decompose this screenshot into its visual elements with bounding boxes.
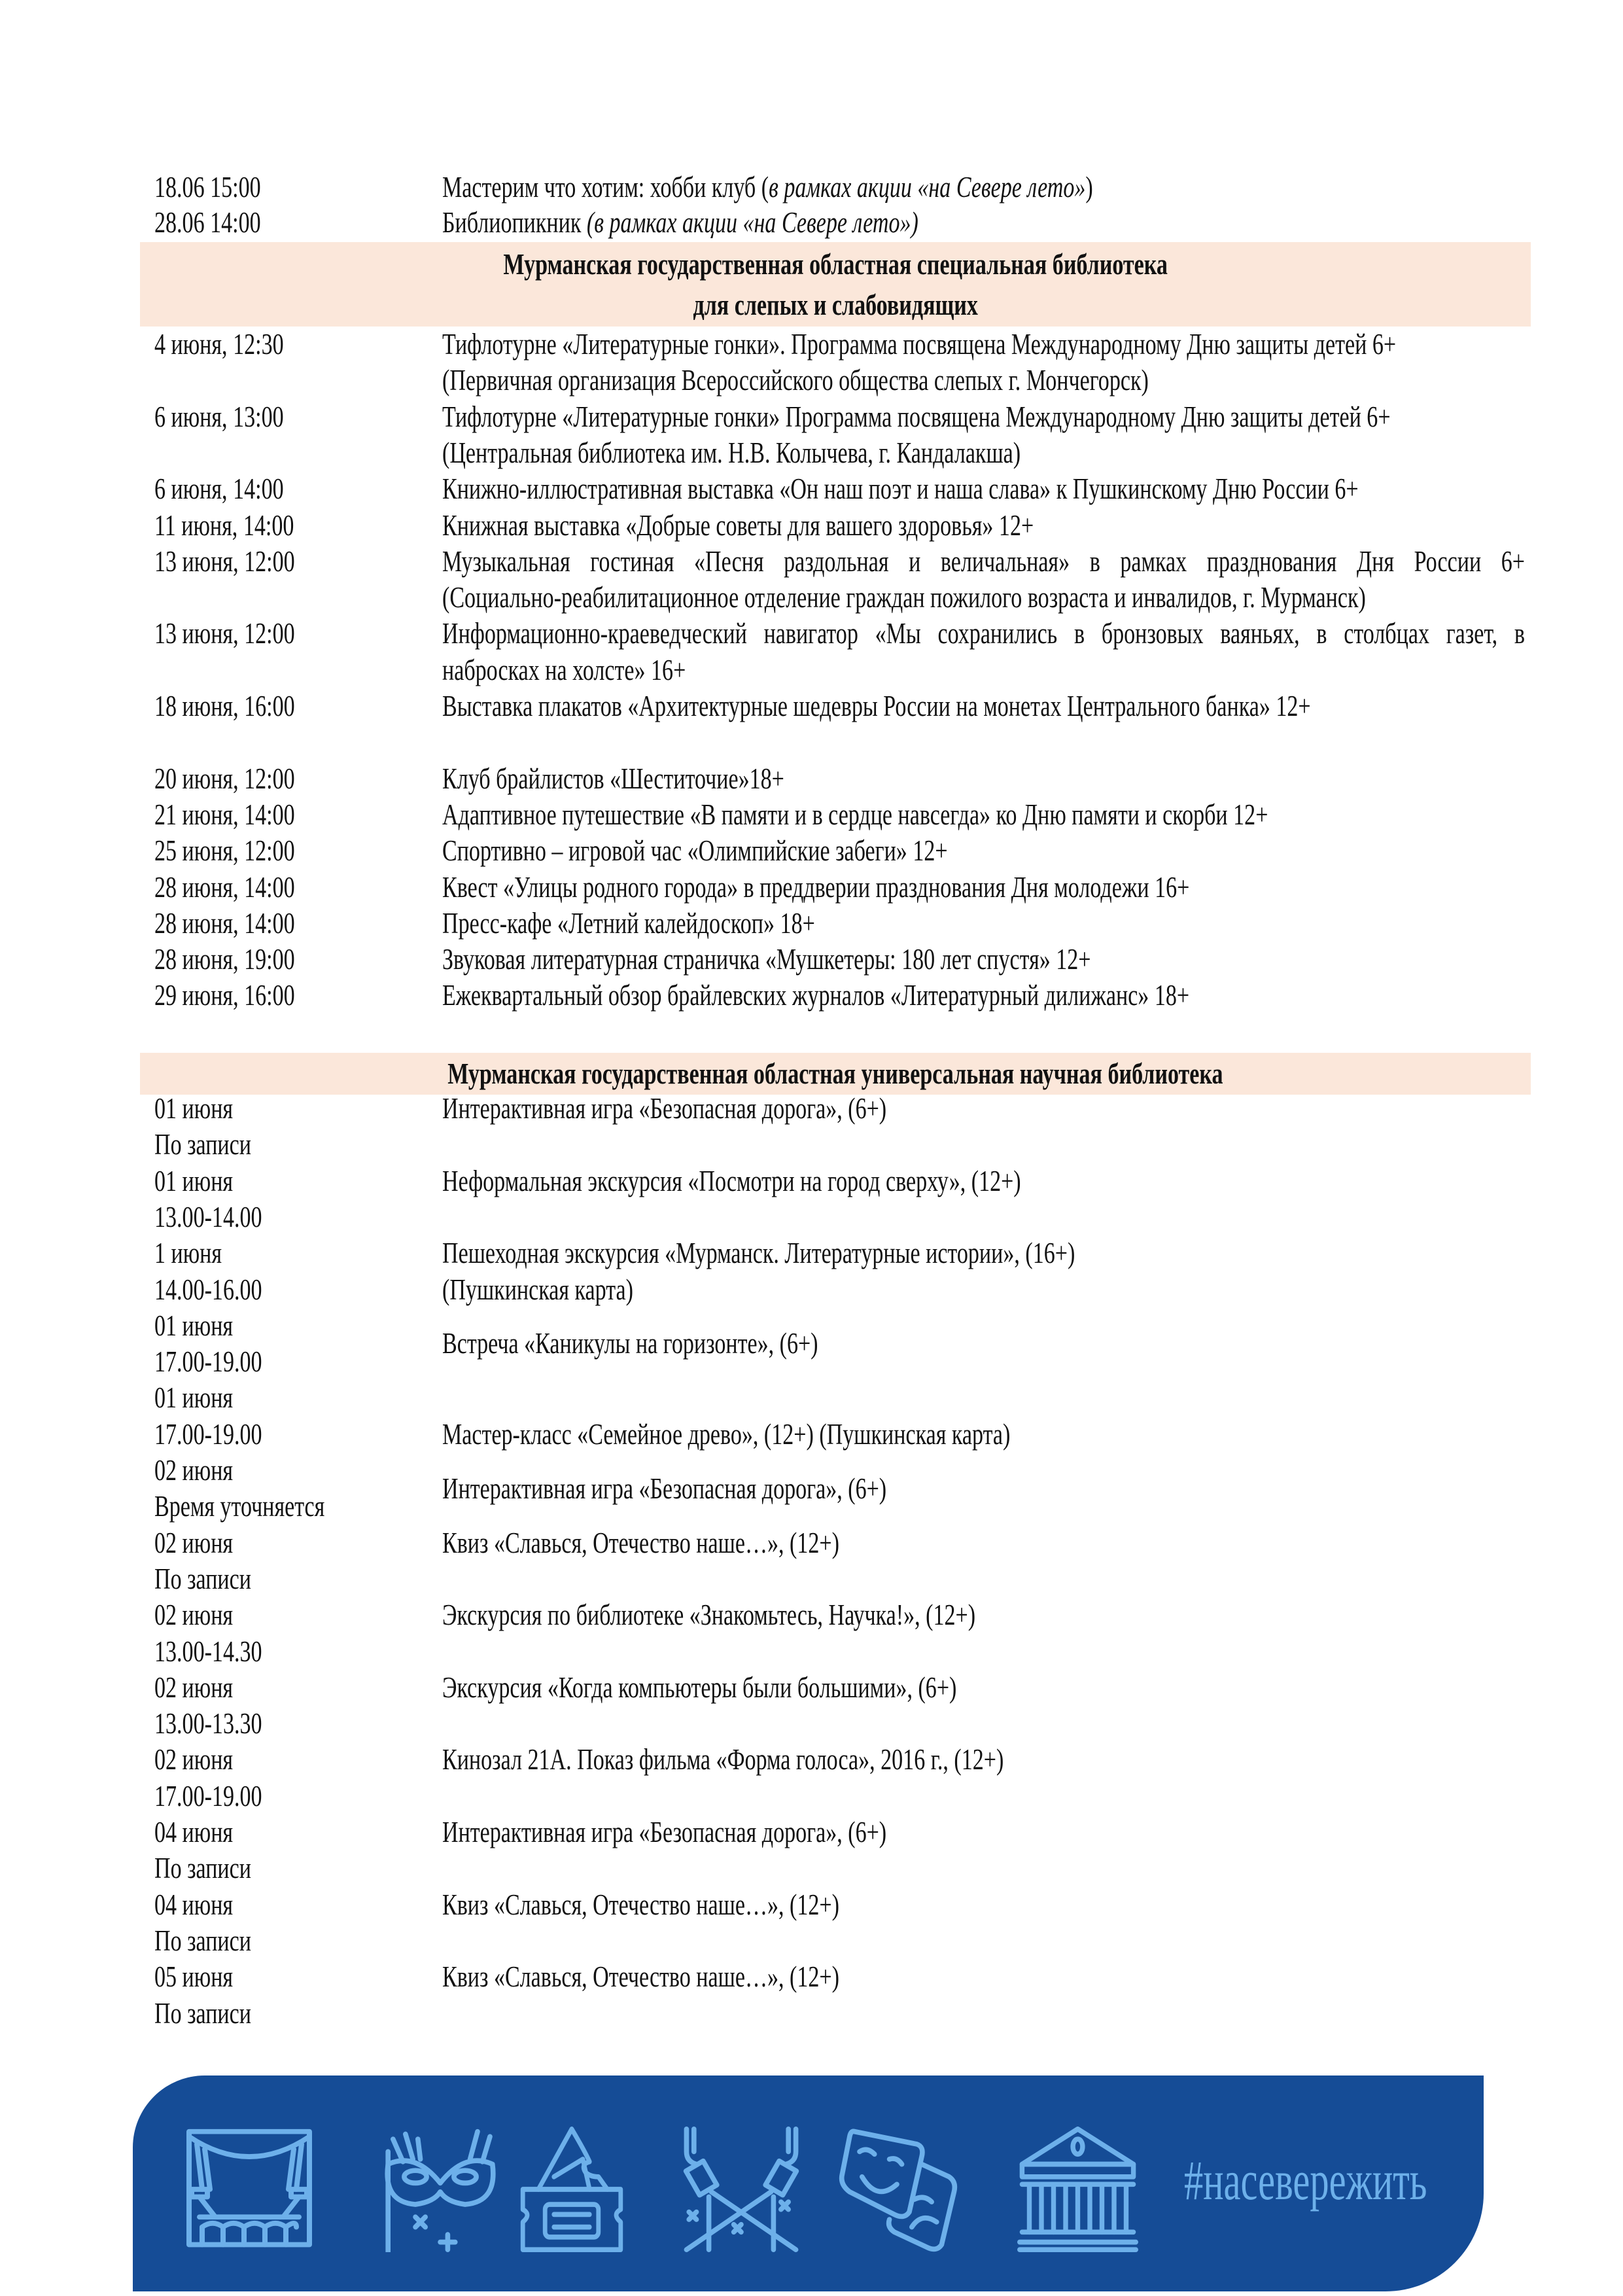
- event-title-text: Информационно-краеведческий навигатор «Мы сохранились в бронзовых ваяньях, в столбцах газет, в: [442, 616, 1525, 650]
- event-time: По записи: [154, 1561, 251, 1595]
- section-title-line1: Мурманская государственная областная специальная библиотека: [503, 247, 1168, 281]
- event-date: 6 июня, 14:00: [154, 472, 284, 506]
- event-time: 17.00-19.00: [154, 1417, 262, 1451]
- section-header-special-library: [140, 242, 1531, 327]
- event-date: 11 июня, 14:00: [154, 508, 294, 542]
- event-date: 28.06 14:00: [154, 205, 261, 239]
- event-date: 6 июня, 13:00: [154, 399, 284, 433]
- event-title: (Социально-реабилитационное отделение граждан пожилого возраста и инвалидов, г. Мурманск): [442, 580, 1366, 614]
- event-title: (Центральная библиотека им. Н.В. Колычева, г. Кандалакша): [442, 435, 1021, 469]
- event-date: 02 июня: [154, 1670, 234, 1704]
- event-title: Спортивно – игровой час «Олимпийские забеги» 12+: [442, 834, 948, 868]
- event-title: Ежеквартальный обзор брайлевских журналов «Литературный дилижанс» 18+: [442, 978, 1190, 1012]
- event-title: Клуб брайлистов «Шеститочие»18+: [442, 761, 784, 795]
- event-title: Квиз «Славься, Отечество наше…», (12+): [442, 1525, 839, 1559]
- event-title: Книжно-иллюстративная выставка «Он наш поэт и наша слава» к Пушкинскому Дню России 6+: [442, 472, 1359, 506]
- event-title: набросках на холсте» 16+: [442, 652, 686, 686]
- event-date: 18.06 15:00: [154, 170, 261, 203]
- event-title-text: Музыкальная гостиная «Песня раздольная и величальная» в рамках празднования Дня России 6+: [442, 544, 1525, 578]
- event-title: Пешеходная экскурсия «Мурманск. Литературные истории», (16+): [442, 1236, 1075, 1270]
- event-title: Тифлотурне «Литературные гонки» Программа посвящена Международному Дню защиты детей 6+: [442, 399, 1391, 433]
- event-date: 28 июня, 19:00: [154, 942, 295, 976]
- event-title: Пресс-кафе «Летний калейдоскоп» 18+: [442, 906, 815, 940]
- event-date: 13 июня, 12:00: [154, 544, 295, 578]
- section-title: Мурманская государственная областная универсальная научная библиотека: [447, 1057, 1223, 1090]
- event-title: Квиз «Славься, Отечество наше…», (12+): [442, 1960, 839, 1994]
- event-date: 29 июня, 16:00: [154, 978, 295, 1012]
- event-title: Адаптивное путешествие «В памяти и в сердце навсегда» ко Дню памяти и скорби 12+: [442, 797, 1268, 831]
- event-title: Интерактивная игра «Безопасная дорога», (6+): [442, 1091, 887, 1125]
- event-date: 02 июня: [154, 1598, 234, 1632]
- event-title-tail: ): [1085, 170, 1093, 203]
- event-title: Экскурсия «Когда компьютеры были большими», (6+): [442, 1670, 957, 1704]
- event-title: Книжная выставка «Добрые советы для вашего здоровья» 12+: [442, 508, 1034, 542]
- event-date: 28 июня, 14:00: [154, 906, 295, 940]
- event-date: 02 июня: [154, 1525, 234, 1559]
- event-time: 13.00-14.30: [154, 1634, 262, 1668]
- event-title: [442, 543, 1525, 579]
- event-note: в рамках акции «на Севере лето»: [769, 170, 1086, 203]
- event-title: Выставка плакатов «Архитектурные шедевры России на монетах Центрального банка» 12+: [442, 689, 1311, 722]
- event-title: Звуковая литературная страничка «Мушкетеры: 180 лет спустя» 12+: [442, 942, 1091, 976]
- museum-icon: [1017, 2127, 1138, 2252]
- event-title: (Первичная организация Всероссийского общества слепых г. Мончегорск): [442, 363, 1149, 397]
- event-time: По записи: [154, 1996, 251, 2030]
- event-date: 02 июня: [154, 1453, 234, 1487]
- event-date: 01 июня: [154, 1091, 234, 1125]
- event-date: 21 июня, 14:00: [154, 797, 295, 831]
- event-date: 01 июня: [154, 1381, 234, 1415]
- event-time: 17.00-19.00: [154, 1778, 262, 1812]
- event-date: 02 июня: [154, 1742, 234, 1776]
- event-title: Мастер-класс «Семейное древо», (12+) (Пушкинская карта): [442, 1417, 1011, 1451]
- event-date: 13 июня, 12:00: [154, 616, 295, 650]
- footer-banner: [133, 2075, 1484, 2291]
- event-date: 4 июня, 12:30: [154, 327, 284, 361]
- event-time: По записи: [154, 1923, 251, 1957]
- event-title-text: Библиопикник: [442, 205, 587, 239]
- section-title-line2: для слепых и слабовидящих: [693, 288, 978, 321]
- event-title: Квиз «Славься, Отечество наше…», (12+): [442, 1887, 839, 1921]
- section-header-universal-library: [140, 1053, 1531, 1095]
- event-date: 04 июня: [154, 1887, 234, 1921]
- event-date: 04 июня: [154, 1815, 234, 1848]
- event-time: По записи: [154, 1127, 251, 1161]
- event-time: Время уточняется: [154, 1489, 325, 1523]
- hashtag-slogan: #насевережить: [1184, 2149, 1427, 2212]
- event-title: Неформальная экскурсия «Посмотри на город сверху», (12+): [442, 1163, 1021, 1197]
- event-title-text: Мастерим что хотим: хобби клуб (: [442, 170, 769, 203]
- event-date: 01 июня: [154, 1163, 234, 1197]
- event-title: Интерактивная игра «Безопасная дорога», (6+): [442, 1815, 887, 1848]
- event-title: Тифлотурне «Литературные гонки». Программа посвящена Международному Дню защиты детей 6+: [442, 327, 1397, 361]
- event-date: 25 июня, 12:00: [154, 834, 295, 868]
- event-time: 13.00-14.00: [154, 1199, 262, 1233]
- event-note: (в рамках акции «на Севере лето»): [586, 205, 918, 239]
- event-title: Квест «Улицы родного города» в преддверии празднования Дня молодежи 16+: [442, 870, 1190, 904]
- event-time: 14.00-16.00: [154, 1272, 262, 1306]
- event-date: 05 июня: [154, 1960, 234, 1994]
- event-title: [442, 615, 1525, 651]
- spotlights-icon: [679, 2127, 803, 2252]
- event-date: 28 июня, 14:00: [154, 870, 295, 904]
- event-title: [442, 169, 1093, 205]
- event-time: 13.00-13.30: [154, 1706, 262, 1740]
- event-title: (Пушкинская карта): [442, 1272, 633, 1306]
- event-title: Встреча «Каникулы на горизонте», (6+): [442, 1326, 818, 1360]
- carnival-mask-icon: [378, 2127, 502, 2252]
- event-date: 01 июня: [154, 1308, 234, 1342]
- event-title: Кинозал 21А. Показ фильма «Форма голоса», 2016 г., (12+): [442, 1742, 1004, 1776]
- event-title: [442, 204, 918, 240]
- event-time: По записи: [154, 1851, 251, 1885]
- event-title: Интерактивная игра «Безопасная дорога», (6+): [442, 1471, 887, 1505]
- event-date: 18 июня, 16:00: [154, 689, 295, 722]
- theater-masks-icon: [835, 2127, 959, 2252]
- event-date: 20 июня, 12:00: [154, 761, 295, 795]
- event-time: 17.00-19.00: [154, 1345, 262, 1379]
- ticket-icon: [516, 2127, 627, 2252]
- theater-curtain-icon: [184, 2127, 315, 2252]
- event-title: Экскурсия по библиотеке «Знакомьтесь, Научка!», (12+): [442, 1598, 976, 1632]
- event-date: 1 июня: [154, 1236, 222, 1270]
